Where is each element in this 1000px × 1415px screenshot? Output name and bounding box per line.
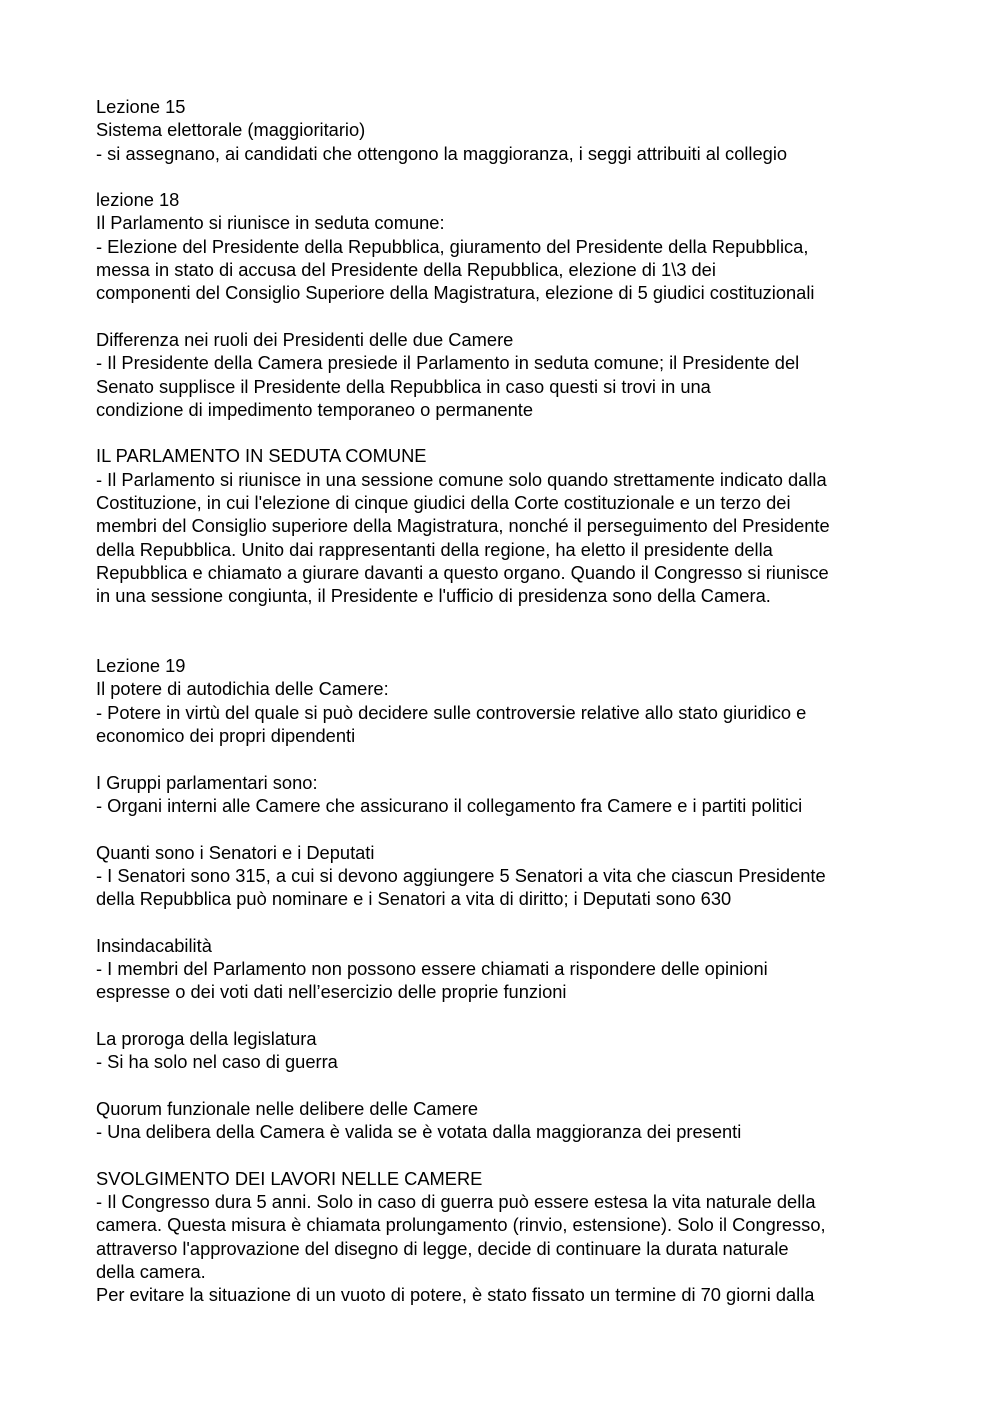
section-subheading: Sistema elettorale (maggioritario) [96,119,366,141]
section-subheading: SVOLGIMENTO DEI LAVORI NELLE CAMERE [96,1167,483,1189]
section-lezione-18 [96,188,956,304]
section-heading: Lezione 15 [96,96,186,117]
body-text-line: attraverso l'approvazione del disegno di legge, decide di continuare la durata naturale [96,1237,789,1259]
body-text-line: della camera. [96,1260,206,1282]
section-quorum-funzionale [96,1097,956,1144]
body-text-line: espresse o dei voti dati nell’esercizio delle proprie funzioni [96,981,567,1003]
body-text-line: - Organi interni alle Camere che assicurano il collegamento fra Camere e i partiti politici [96,794,803,816]
section-ruoli-presidenti [96,328,956,421]
section-subheading: Il Parlamento si riunisce in seduta comune: [96,212,445,234]
section-subheading: La proroga della legislatura [96,1027,317,1049]
body-text-line: componenti del Consiglio Superiore della Magistratura, elezione di 5 giudici costituzionali [96,282,815,304]
body-text-line: - si assegnano, ai candidati che ottengono la maggioranza, i seggi attribuiti al collegio [96,142,788,164]
body-text-line: in una sessione congiunta, il Presidente e l'ufficio di presidenza sono della Camera. [96,585,771,607]
body-text-line: Per evitare la situazione di un vuoto di potere, è stato fissato un termine di 70 giorni dalla [96,1284,815,1306]
section-seduta-comune [96,444,956,607]
body-text-line: Costituzione, in cui l'elezione di cinque giudici della Corte costituzionale e un terzo dei [96,492,791,514]
body-text-line: - Potere in virtù del quale si può decidere sulle controversie relative allo stato giuridico e [96,701,807,723]
document-page [96,95,956,1330]
body-text-line: - Il Presidente della Camera presiede il Parlamento in seduta comune; il Presidente del [96,352,800,374]
body-text-line: - Elezione del Presidente della Repubblica, giuramento del Presidente della Repubblica, [96,235,809,257]
body-text-line: Repubblica e chiamato a giurare davanti a questo organo. Quando il Congresso si riunisce [96,561,829,583]
body-text-line: - I Senatori sono 315, a cui si devono aggiungere 5 Senatori a vita che ciascun Presidente [96,864,826,886]
body-text-line: economico dei propri dipendenti [96,725,356,747]
body-text-line: della Repubblica può nominare e i Senatori a vita di diritto; i Deputati sono 630 [96,888,732,910]
body-text-line: messa in stato di accusa del Presidente della Repubblica, elezione di 1\3 dei [96,259,716,281]
body-text-line: - Il Parlamento si riunisce in una sessione comune solo quando strettamente indicato dalla [96,468,827,490]
body-text-line: Senato supplisce il Presidente della Repubblica in caso questi si trovi in una [96,375,711,397]
section-insindacabilita [96,934,956,1004]
section-subheading: Insindacabilità [96,934,212,956]
body-text-line: - Si ha solo nel caso di guerra [96,1051,338,1073]
section-subheading: Quanti sono i Senatori e i Deputati [96,841,375,863]
section-subheading: IL PARLAMENTO IN SEDUTA COMUNE [96,445,427,467]
section-lezione-15 [96,95,956,165]
section-senatori-deputati [96,841,956,911]
section-lezione-19 [96,654,956,747]
body-text-line: - Il Congresso dura 5 anni. Solo in caso di guerra può essere estesa la vita naturale della [96,1190,816,1212]
body-text-line: della Repubblica. Unito dai rappresentanti della regione, ha eletto il presidente della [96,538,773,560]
body-text-line: membri del Consiglio superiore della Magistratura, nonché il perseguimento del Presidente [96,515,830,537]
section-svolgimento-lavori [96,1167,956,1307]
section-proroga-legislatura [96,1027,956,1074]
section-subheading: I Gruppi parlamentari sono: [96,771,318,793]
body-text-line: - Una delibera della Camera è valida se è votata dalla maggioranza dei presenti [96,1121,742,1143]
section-subheading: Quorum funzionale nelle delibere delle Camere [96,1097,479,1119]
body-text-line: camera. Questa misura è chiamata prolungamento (rinvio, estensione). Solo il Congresso, [96,1214,826,1236]
section-gruppi-parlamentari [96,771,956,818]
section-subheading: Il potere di autodichia delle Camere: [96,678,389,700]
section-heading: Lezione 19 [96,655,186,677]
section-subheading: Differenza nei ruoli dei Presidenti delle due Camere [96,328,514,350]
body-text-line: condizione di impedimento temporaneo o permanente [96,398,533,420]
body-text-line: - I membri del Parlamento non possono essere chiamati a rispondere delle opinioni [96,957,768,979]
section-heading: lezione 18 [96,189,180,211]
